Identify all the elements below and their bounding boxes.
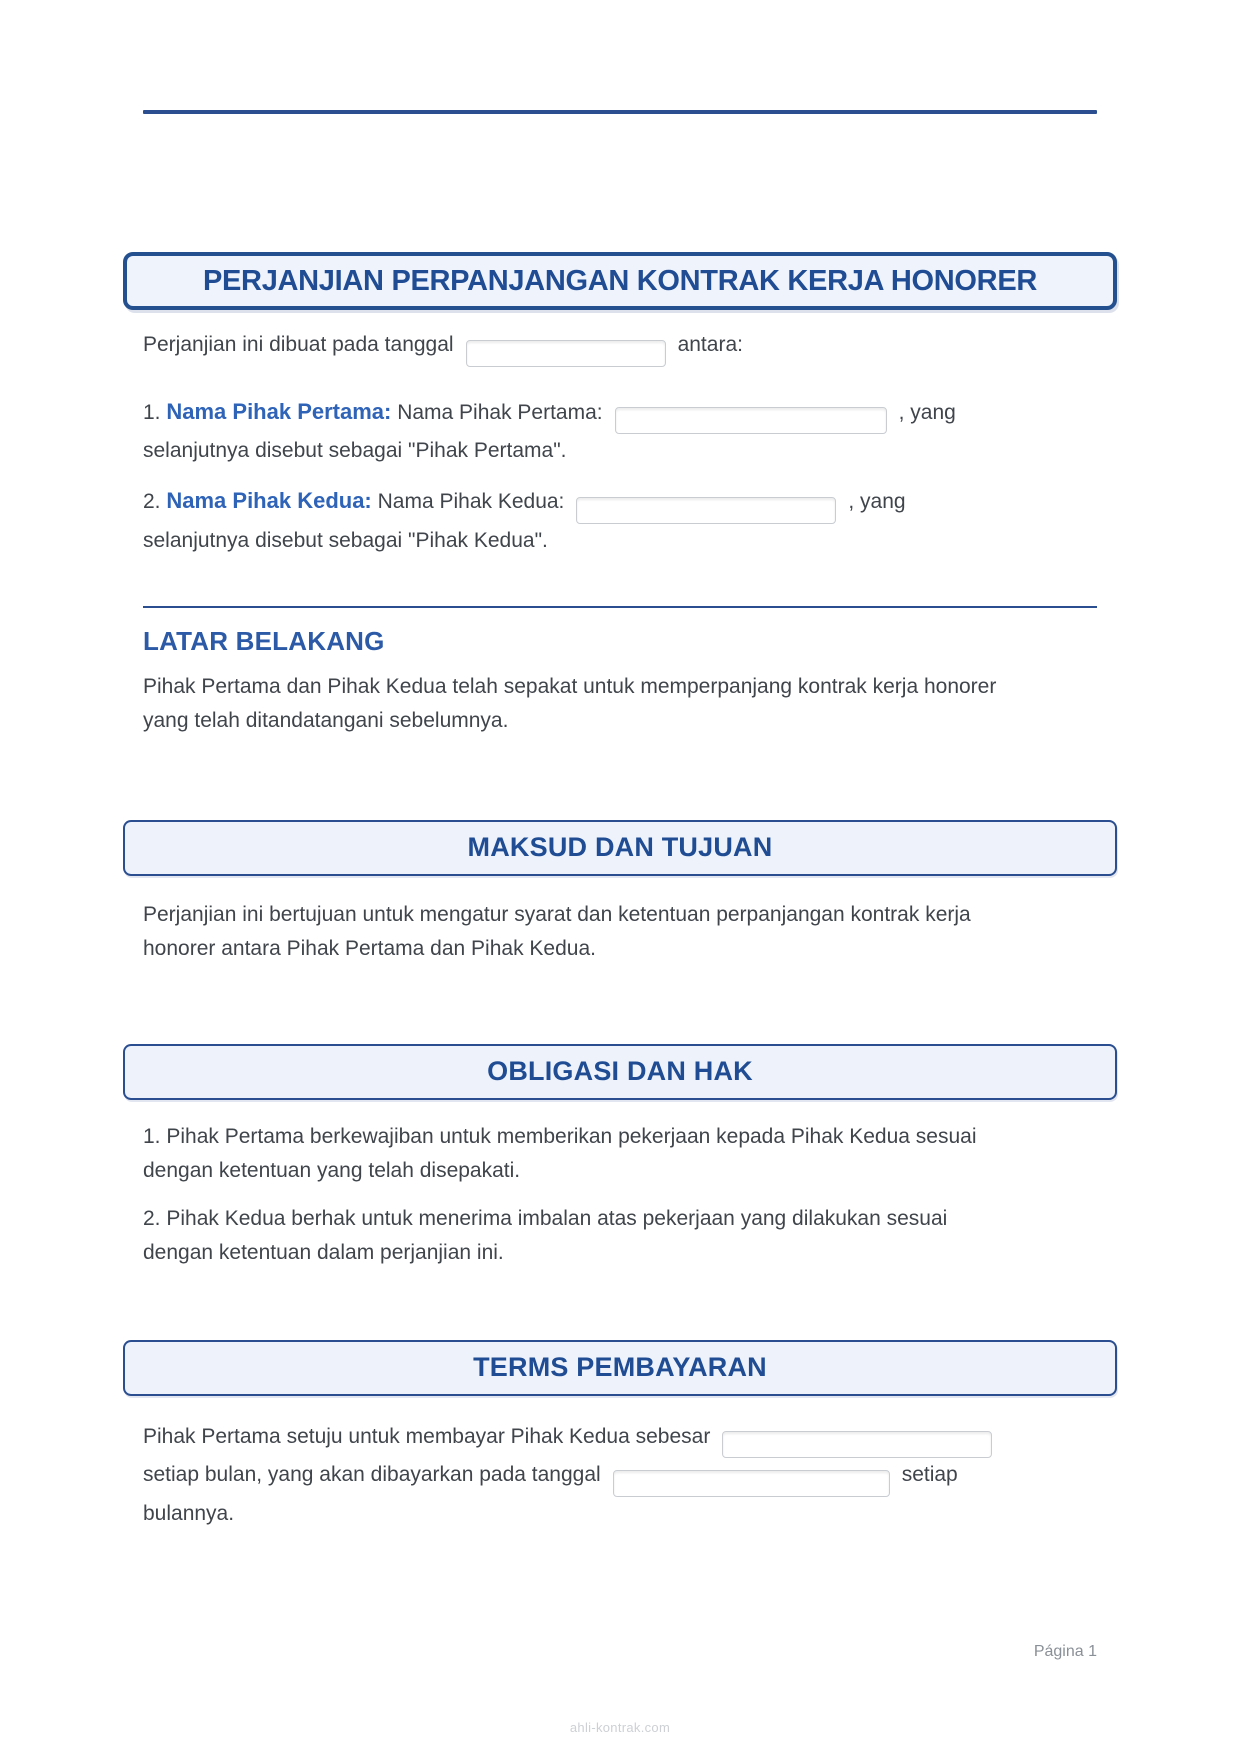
obligasi-section-box: [123, 1044, 1117, 1100]
terms-heading: TERMS PEMBAYARAN: [473, 1352, 767, 1382]
section-divider: [143, 606, 1097, 608]
second-party-label: Nama Pihak Kedua:: [166, 488, 372, 513]
second-party-paragraph: [143, 484, 1097, 558]
terms-section-box: [123, 1340, 1117, 1396]
terms-line2-after-input: setiap: [901, 1463, 958, 1486]
second-party-wrap-line: selanjutnya disebut sebagai "Pihak Kedua".: [143, 528, 548, 552]
obligasi-p2-line-2: dengan ketentuan dalam perjanjian ini.: [143, 1240, 504, 1264]
terms-line2-before-input: setiap bulan, yang akan dibayarkan pada tanggal: [143, 1463, 601, 1486]
maksud-section-box: [123, 820, 1117, 876]
payment-date-input[interactable]: [613, 1470, 890, 1497]
obligasi-paragraph-2: [143, 1202, 1097, 1270]
intro-text-before: Perjanjian ini dibuat pada tanggal: [143, 333, 454, 356]
top-rule: [143, 110, 1097, 114]
maksud-line-2: honorer antara Pihak Pertama dan Pihak Kedua.: [143, 936, 596, 960]
first-party-label: Nama Pihak Pertama:: [166, 398, 392, 424]
maksud-line-1: Perjanjian ini bertujuan untuk mengatur syarat dan ketentuan perpanjangan kontrak kerja: [143, 902, 971, 926]
terms-line-3: bulannya.: [143, 1501, 235, 1525]
watermark: ahli-kontrak.com: [569, 1720, 671, 1735]
obligasi-p2-line-1: 2. Pihak Kedua berhak untuk menerima imbalan atas pekerjaan yang dilakukan sesuai: [143, 1206, 948, 1230]
document-title-box: [123, 252, 1117, 310]
obligasi-p1-line-2: dengan ketentuan yang telah disepakati.: [143, 1158, 521, 1182]
date-input[interactable]: [466, 340, 666, 367]
second-party-name-input[interactable]: [576, 497, 836, 524]
first-party-after-input: , yang: [898, 400, 956, 424]
first-party-name-input[interactable]: [615, 407, 887, 434]
first-party-field-label: Nama Pihak Pertama:: [397, 400, 603, 424]
party-number: 1.: [143, 400, 161, 424]
intro-text-after: antara:: [677, 333, 743, 356]
page-number: Página 1: [1033, 1643, 1097, 1660]
latar-line-2: yang telah ditandatangani sebelumnya.: [143, 708, 509, 732]
obligasi-heading: OBLIGASI DAN HAK: [487, 1056, 753, 1086]
second-party-after-input: , yang: [848, 490, 906, 513]
intro-paragraph: [143, 328, 1097, 367]
second-party-field-label: Nama Pihak Kedua:: [377, 490, 565, 513]
payment-amount-input[interactable]: [722, 1431, 992, 1458]
terms-paragraph: [143, 1420, 1097, 1531]
obligasi-paragraph-1: [143, 1120, 1097, 1188]
maksud-heading: MAKSUD DAN TUJUAN: [467, 832, 773, 862]
first-party-wrap-line: selanjutnya disebut sebagai "Pihak Pertama".: [143, 439, 567, 462]
latar-belakang-heading: LATAR BELAKANG: [143, 625, 385, 656]
latar-line-1: Pihak Pertama dan Pihak Kedua telah sepakat untuk memperpanjang kontrak kerja honorer: [143, 674, 997, 698]
terms-text-before-amount: Pihak Pertama setuju untuk membayar Pihak Kedua sebesar: [143, 1424, 711, 1448]
first-party-paragraph: [143, 395, 1097, 469]
maksud-paragraph: [143, 898, 1097, 966]
obligasi-p1-line-1: 1. Pihak Pertama berkewajiban untuk memberikan pekerjaan kepada Pihak Kedua sesuai: [143, 1124, 977, 1148]
party-number: 2.: [143, 490, 161, 513]
document-title: PERJANJIAN PERPANJANGAN KONTRAK KERJA HONORER: [202, 264, 1038, 297]
latar-belakang-paragraph: [143, 670, 1097, 738]
